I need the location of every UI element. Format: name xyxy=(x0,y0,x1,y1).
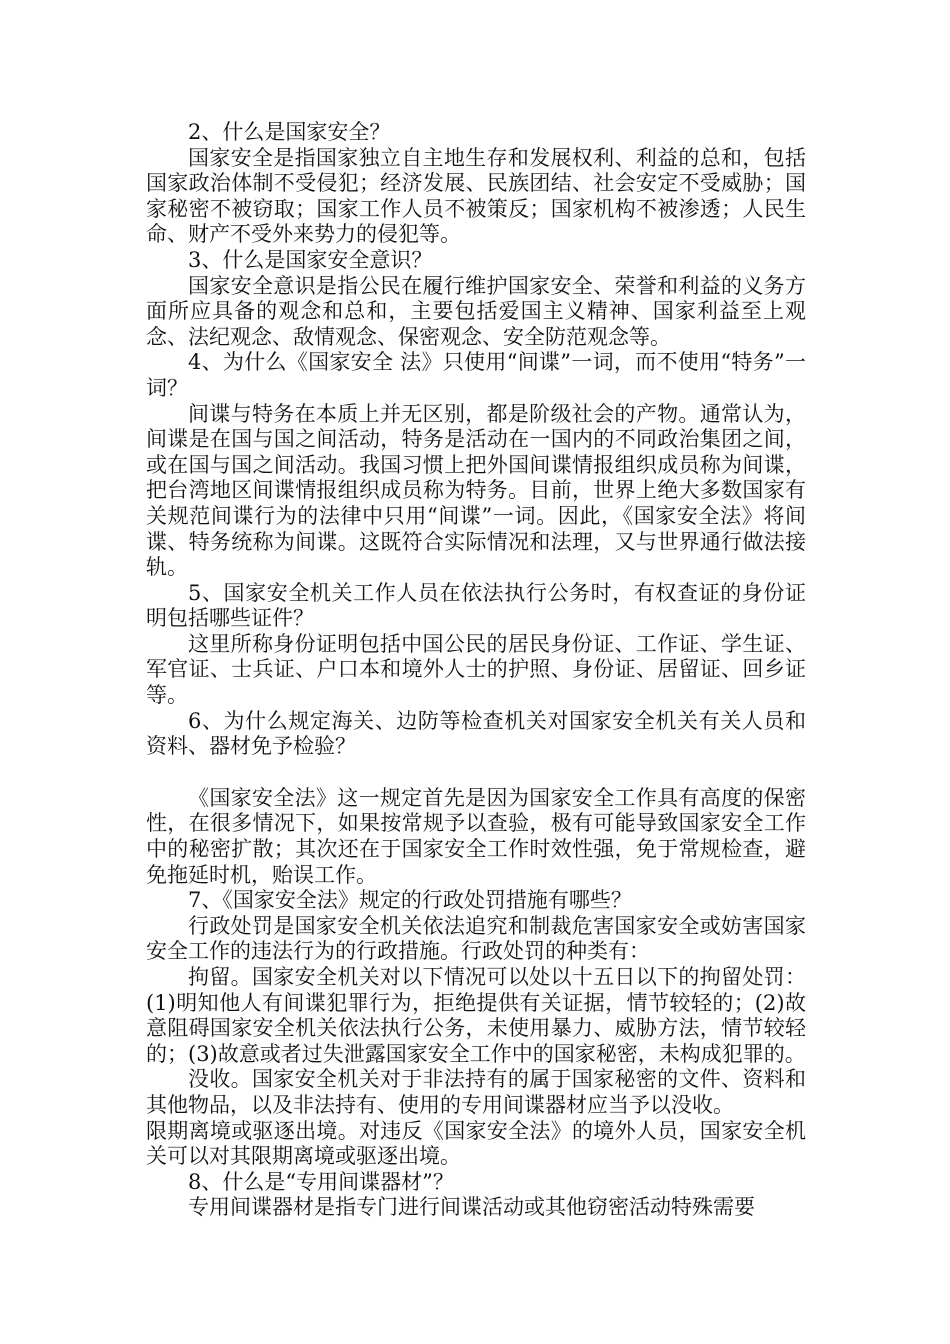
heading-q5: 5、国家安全机关工作人员在依法执行公务时，有权查证的身份证明包括哪些证件？ xyxy=(146,580,806,631)
paragraph-gap xyxy=(146,760,806,786)
answer-q7-intro: 行政处罚是国家安全机关依法追究和制裁危害国家安全或妨害国家安全工作的违法行为的行政措施。行政处罚的种类有： xyxy=(146,913,806,964)
answer-q7-detention: 拘留。国家安全机关对以下情况可以处以十五日以下的拘留处罚：(1)明知他人有间谍犯罪行为，拒绝提供有关证据，情节较轻的；(2)故意阻碍国家安全机关依法执行公务，未使用暴力、威胁方法，情节较轻的；(3)故意或者过失泄露国家安全工作中的国家秘密，未构成犯罪的。 xyxy=(146,965,806,1066)
answer-q7-expulsion: 限期离境或驱逐出境。对违反《国家安全法》的境外人员，国家安全机关可以对其限期离境或驱逐出境。 xyxy=(146,1118,806,1169)
document-page xyxy=(146,120,806,1221)
answer-q5: 这里所称身份证明包括中国公民的居民身份证、工作证、学生证、军官证、士兵证、户口本和境外人士的护照、身份证、居留证、回乡证等。 xyxy=(146,631,806,708)
heading-q8: 8、什么是“专用间谍器材”？ xyxy=(188,1169,454,1194)
answer-q7-confiscation: 没收。国家安全机关对于非法持有的属于国家秘密的文件、资料和其他物品，以及非法持有、使用的专用间谍器材应当予以没收。 xyxy=(146,1067,806,1117)
answer-q4: 间谍与特务在本质上并无区别，都是阶级社会的产物。通常认为，间谍是在国与国之间活动，特务是活动在一国内的不同政治集团之间，或在国与国之间活动。我国习惯上把外国间谍情报组织成员称为间谍，把台湾地区间谍情报组织成员称为特务。目前，世界上绝大多数国家有关规范间谍行为的法律中只用“间谍”一词。因此，《国家安全法》将间谍、特务统称为间谍。这既符合实际情况和法理，又与世界通行做法接轨。 xyxy=(146,401,806,580)
heading-q6: 6、为什么规定海关、边防等检查机关对国家安全机关有关人员和资料、器材免予检验？ xyxy=(146,708,806,759)
heading-q2: 2、什么是国家安全？ xyxy=(188,120,391,144)
answer-q6: 《国家安全法》这一规定首先是因为国家安全工作具有高度的保密性，在很多情况下，如果按常规予以查验，极有可能导致国家安全工作中的秘密扩散；其次还在于国家安全工作时效性强，免于常规检查，避免拖延时机，贻误工作。 xyxy=(146,785,806,887)
heading-q7: 7、《国家安全法》规定的行政处罚措施有哪些？ xyxy=(188,888,632,913)
answer-q8: 专用间谍器材是指专门进行间谍活动或其他窃密活动特殊需要 xyxy=(188,1195,755,1220)
heading-q4: 4、为什么《国家安全 法》只使用“间谍”一词，而不使用“特务”一词？ xyxy=(146,350,806,400)
answer-q2: 国家安全是指国家独立自主地生存和发展权利、利益的总和，包括国家政治体制不受侵犯；经济发展、民族团结、社会安定不受威胁；国家秘密不被窃取；国家工作人员不被策反；国家机构不被渗透；人民生命、财产不受外来势力的侵犯等。 xyxy=(146,145,806,247)
heading-q3: 3、什么是国家安全意识？ xyxy=(188,247,433,272)
answer-q3: 国家安全意识是指公民在履行维护国家安全、荣誉和利益的义务方面所应具备的观念和总和，主要包括爱国主义精神、国家利益至上观念、法纪观念、敌情观念、保密观念、安全防范观念等。 xyxy=(146,273,806,349)
